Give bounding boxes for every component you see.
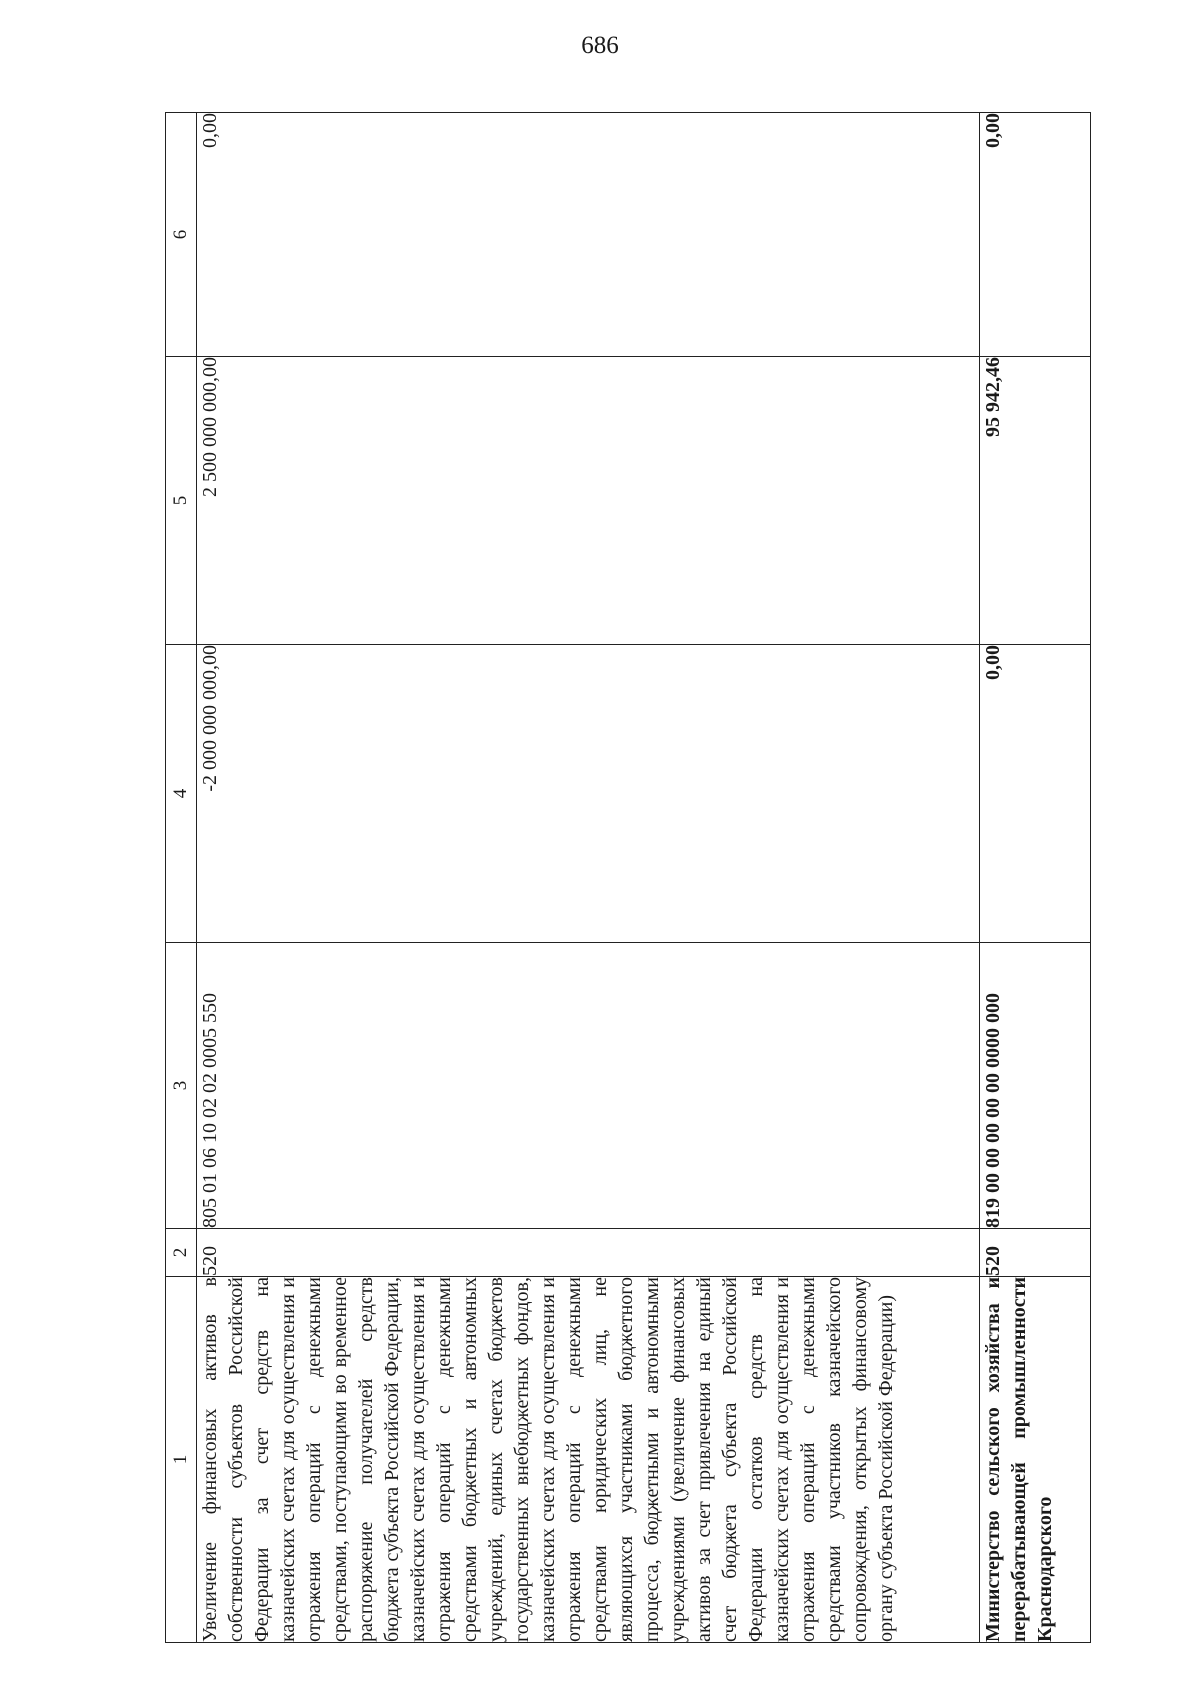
- column-number-1: 1: [166, 1277, 197, 1643]
- row-budget-code: 819 00 00 00 00 00 0000 000: [980, 943, 1091, 1229]
- row-amount-col4: -2 000 000 000,00: [197, 645, 980, 943]
- rotated-table: [165, 113, 1087, 1643]
- column-number-6: 6: [166, 113, 197, 357]
- row-description: Министерство сельского хозяйства и перерабатывающей промышленности Краснодарского: [980, 1277, 1091, 1643]
- table-row: [980, 113, 1091, 1643]
- row-code: 520: [980, 1229, 1091, 1277]
- column-number-4: 4: [166, 645, 197, 943]
- row-description: Увеличение финансовых активов в собственности субъектов Российской Федерации за счет средств на казначейских счетах для осуществления и отражения операций с денежными средствами, поступающими во временное распоряжение получателей средств бюджета субъекта Российской Федерации, казначейских счетах для осуществления и отражения операций с денежными средствами бюджетных и автономных учреждений, единых счетах бюджетов государственных внебюджетных фондов, казначейских счетах для осуществления и отражения операций с денежными средствами юридических лиц, не являющихся участниками бюджетного процесса, бюджетными и автономными учреждениями (увеличение финансовых активов за счет привлечения на единый счет бюджета субъекта Российской Федерации остатков средств на казначейских счетах для осуществления и отражения операций с денежными средствами участников казначейского сопровождения, открытых финансовому органу субъекта Российской Федерации): [197, 1277, 980, 1643]
- row-amount-col5: 2 500 000 000,00: [197, 357, 980, 645]
- row-amount-col5: 95 942,46: [980, 357, 1091, 645]
- row-amount-col6: 0,00: [980, 113, 1091, 357]
- row-amount-col4: 0,00: [980, 645, 1091, 943]
- row-code: 520: [197, 1229, 980, 1277]
- page-number: 686: [581, 32, 619, 59]
- column-number-3: 3: [166, 943, 197, 1229]
- row-amount-col6: 0,00: [197, 113, 980, 357]
- row-budget-code: 805 01 06 10 02 02 0005 550: [197, 943, 980, 1229]
- rotated-table-container: [165, 113, 1087, 1643]
- column-number-2: 2: [166, 1229, 197, 1277]
- table-row: [197, 113, 980, 1643]
- column-number-5: 5: [166, 357, 197, 645]
- budget-table: [165, 112, 1091, 1643]
- column-number-row: [166, 113, 197, 1643]
